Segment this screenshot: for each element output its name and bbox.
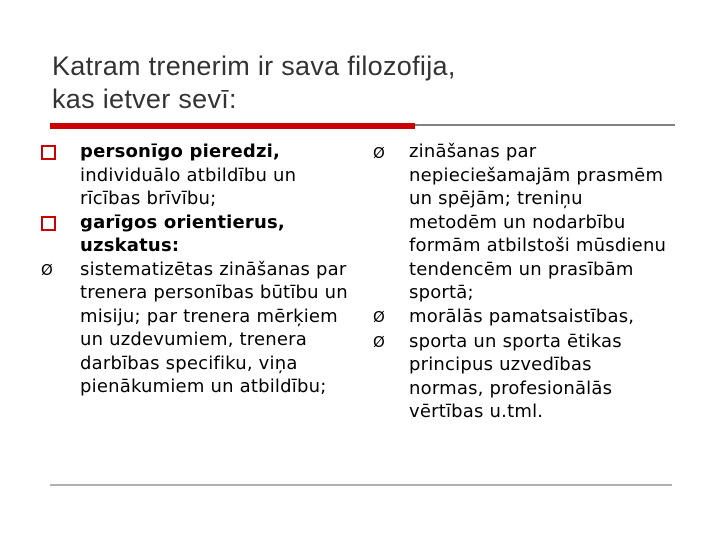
arrow-bullet-icon: Ø — [41, 261, 53, 279]
title-line-2: kas ietver sevī: — [52, 84, 237, 114]
list-item-bold: personīgo pieredzi, — [80, 141, 281, 162]
list-item-text: zināšanas par nepieciešamajām prasmēm un spējām; treniņu metodēm un nodarbību formām atbilstoši mūsdienu tendencēm un prasībām sportā; — [409, 141, 667, 303]
title-accent-rule — [50, 123, 415, 129]
list-item-text — [80, 211, 360, 258]
list-item-bold: garīgos orientierus, uzskatus: — [80, 211, 285, 256]
list-item — [40, 211, 360, 258]
left-column — [40, 140, 360, 399]
square-bullet-icon — [41, 145, 56, 160]
square-bullet-icon — [41, 216, 56, 231]
footer-rule — [50, 484, 672, 486]
title-line-1: Katram trenerim ir sava filozofija, — [52, 51, 456, 81]
list-item — [40, 258, 360, 399]
list-item — [372, 305, 672, 330]
list-item-text: sistematizētas zināšanas par trenera personības būtību un misiju; par trenera mērķiem un uzdevumiem, trenera darbības specifiku, viņa pienākumiem un atbildību; — [80, 258, 348, 397]
title-thin-rule — [415, 124, 675, 126]
right-column — [372, 140, 672, 424]
list-item-text — [80, 140, 360, 211]
list-item — [372, 330, 672, 424]
list-item — [40, 140, 360, 211]
list-item-text: sporta un sporta ētikas principus uzvedības normas, profesionālās vērtības u.tml. — [409, 330, 622, 422]
list-item — [372, 140, 672, 305]
list-item-rest: individuālo atbildību un rīcības brīvību; — [80, 164, 297, 209]
arrow-bullet-icon: Ø — [373, 143, 385, 162]
slide-title — [52, 50, 672, 116]
list-item-text: morālās pamatsaistības, — [409, 305, 635, 327]
arrow-bullet-icon: Ø — [373, 333, 385, 351]
arrow-bullet-icon: Ø — [373, 308, 385, 326]
